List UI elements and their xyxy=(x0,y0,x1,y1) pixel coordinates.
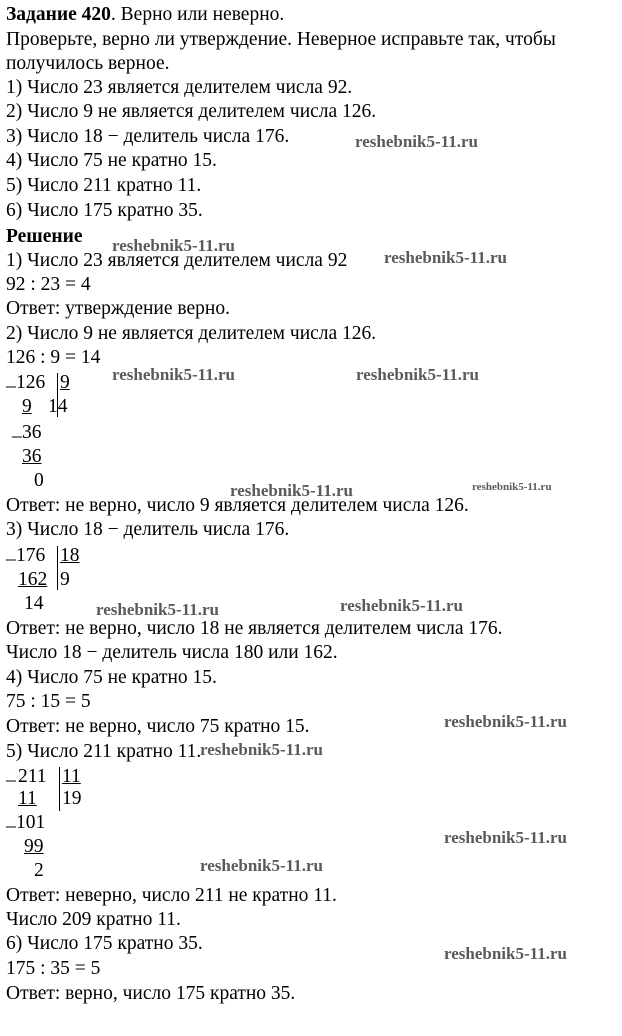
task-title xyxy=(6,3,284,27)
division-remainder: 2 xyxy=(34,860,44,881)
solution-2-answer: Ответ: не верно, число 9 является делителем числа 126. xyxy=(6,495,469,516)
division-remainder: 101 xyxy=(16,812,46,833)
statement-5: 5) Число 211 кратно 11. xyxy=(6,175,202,196)
solution-4-calc: 75 : 15 = 5 xyxy=(6,691,91,712)
watermark: reshebnik5-11.ru xyxy=(112,236,235,255)
statement-2: 2) Число 9 не является делителем числа 126. xyxy=(6,101,377,122)
solution-5-title: 5) Число 211 кратно 11. xyxy=(6,741,202,762)
division-bar xyxy=(57,546,58,590)
solution-1-calc: 92 : 23 = 4 xyxy=(6,274,91,295)
division-subtrahend: 99 xyxy=(24,836,44,857)
solution-2-title: 2) Число 9 не является делителем числа 126. xyxy=(6,323,377,344)
solution-heading: Решение xyxy=(6,226,83,247)
task-title-text: . Верно или неверно. xyxy=(110,4,285,25)
statement-4: 4) Число 75 не кратно 15. xyxy=(6,150,217,171)
task-number: Задание 420 xyxy=(6,4,111,25)
watermark: reshebnik5-11.ru xyxy=(384,248,507,267)
division-dividend: 176 xyxy=(16,545,46,566)
division-quotient: 19 xyxy=(62,788,82,809)
solution-1-answer: Ответ: утверждение верно. xyxy=(6,298,230,319)
division-minus-sign: _ xyxy=(6,763,16,784)
division-quotient: 14 xyxy=(48,396,68,417)
solution-4-title: 4) Число 75 не кратно 15. xyxy=(6,667,217,688)
division-subtrahend: 11 xyxy=(18,788,37,809)
solution-5-answer: Ответ: неверно, число 211 не кратно 11. xyxy=(6,885,337,906)
division-dividend: 211 xyxy=(18,766,47,787)
solution-5-fix: Число 209 кратно 11. xyxy=(6,909,181,930)
solution-4-answer: Ответ: не верно, число 75 кратно 15. xyxy=(6,716,310,737)
division-subtrahend: 162 xyxy=(18,569,48,590)
watermark: reshebnik5-11.ru xyxy=(444,712,567,731)
solution-6-title: 6) Число 175 кратно 35. xyxy=(6,933,203,954)
solution-6-calc: 175 : 35 = 5 xyxy=(6,958,101,979)
division-divisor: 11 xyxy=(62,766,81,787)
solution-3-fix: Число 18 − делитель числа 180 или 162. xyxy=(6,642,338,663)
division-remainder: 36 xyxy=(22,422,42,443)
division-bar xyxy=(59,767,60,811)
watermark: reshebnik5-11.ru xyxy=(356,365,479,384)
task-instruction-line-2: получилось верное. xyxy=(6,53,170,74)
solution-3-title: 3) Число 18 − делитель числа 176. xyxy=(6,519,290,540)
division-minus-sign: _ xyxy=(6,809,16,830)
watermark: reshebnik5-11.ru xyxy=(96,600,219,619)
statement-6: 6) Число 175 кратно 35. xyxy=(6,200,203,221)
division-divisor: 9 xyxy=(60,372,70,393)
statement-1: 1) Число 23 является делителем числа 92. xyxy=(6,77,353,98)
solution-1-title: 1) Число 23 является делителем числа 92 xyxy=(6,250,348,271)
watermark: reshebnik5-11.ru xyxy=(444,828,567,847)
division-remainder: 14 xyxy=(24,593,44,614)
solution-3-answer: Ответ: не верно, число 18 не является делителем числа 176. xyxy=(6,618,503,639)
division-subtrahend: 36 xyxy=(22,446,42,467)
division-subtrahend: 9 xyxy=(22,396,32,417)
solution-2-calc: 126 : 9 = 14 xyxy=(6,347,101,368)
division-dividend: 126 xyxy=(16,372,46,393)
watermark: reshebnik5-11.ru xyxy=(340,596,463,615)
watermark: reshebnik5-11.ru xyxy=(112,365,235,384)
division-minus-sign: _ xyxy=(6,369,16,390)
solution-6-answer: Ответ: верно, число 175 кратно 35. xyxy=(6,983,296,1004)
watermark: reshebnik5-11.ru xyxy=(444,944,567,963)
watermark: reshebnik5-11.ru xyxy=(355,132,478,151)
task-instruction-line-1: Проверьте, верно ли утверждение. Неверное исправьте так, чтобы xyxy=(6,29,556,50)
watermark: reshebnik5-11.ru xyxy=(200,740,323,759)
division-divisor: 18 xyxy=(60,545,80,566)
division-remainder: 0 xyxy=(34,470,44,491)
watermark: reshebnik5-11.ru xyxy=(200,856,323,875)
division-minus-sign: _ xyxy=(12,419,22,440)
division-minus-sign: _ xyxy=(6,542,16,563)
watermark: reshebnik5-11.ru xyxy=(472,481,552,493)
watermark: reshebnik5-11.ru xyxy=(230,481,353,500)
statement-3: 3) Число 18 − делитель числа 176. xyxy=(6,126,290,147)
division-quotient: 9 xyxy=(60,569,70,590)
